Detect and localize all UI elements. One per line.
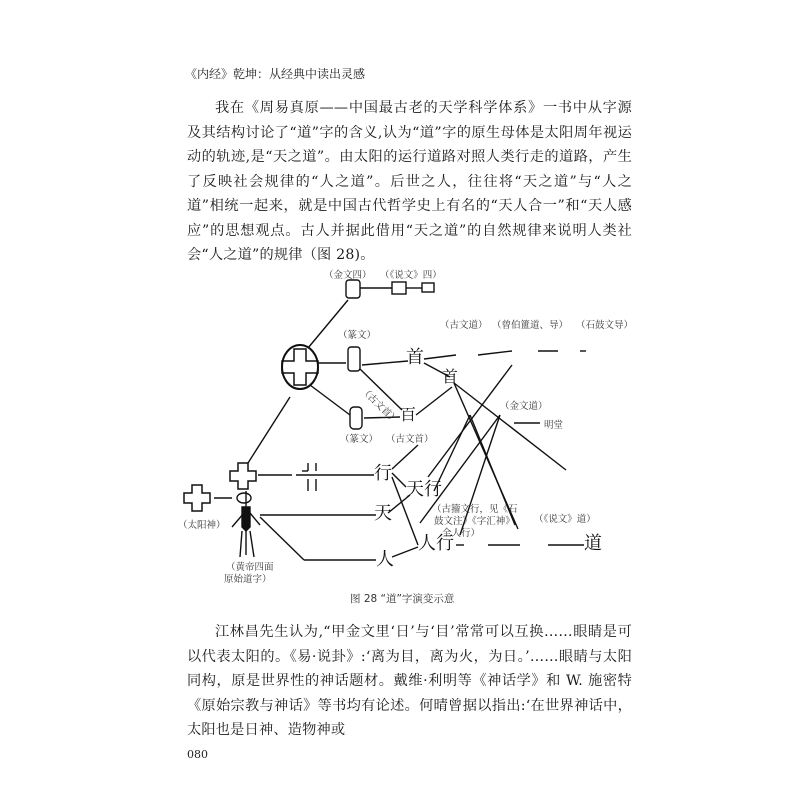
glyph-xing: 行 [374, 463, 392, 484]
glyph-shou-1: 首 [406, 347, 424, 368]
label-guzhou-line2: 鼓文注》《字汇神》 [434, 516, 515, 527]
running-head: 《内经》乾坤：从经典中读出灵感 [185, 67, 366, 81]
glyph-shou-2: 首 [442, 367, 459, 386]
label-jinwen-si: （金文四） [324, 270, 372, 281]
body-paragraph-2 [187, 620, 632, 743]
label-huangdi-line2: 原始道字） [224, 574, 272, 585]
label-shuowen-dao: （《说文》道） [534, 514, 596, 525]
glyph-shou-3: 百 [400, 405, 417, 424]
glyph-dao-final: 道 [584, 533, 602, 554]
page-number: 080 [187, 748, 208, 761]
figure-caption: 图 28 “道”字演变示意 [350, 593, 455, 605]
paragraph-text: 江林昌先生认为,“甲金文里‘日’与‘目’常常可以互换……眼睛是可以代表太阳的。《易·说卦》:‘离为目，离为火，为日。’……眼睛与太阳同构，原是世界性的神话题材。戴维·利明等《神话学》和 W. 施密特《原始宗教与神话》等书均有论述。何晴曾据以指出:‘在世界神话中，太阳也是日神、造物神或 [187, 624, 632, 738]
glyph-tian: 天 [374, 503, 392, 524]
figure-28-dao-evolution-diagram [170, 255, 640, 585]
label-shuowen-si: （《说文》四） [380, 270, 442, 281]
paragraph-text: 我在《周易真原——中国最古老的天学科学体系》一书中从字源及其结构讨论了“道”字的含义,认为“道”字的原生母体是太阳周年视运动的轨迹,是“天之道”。由太阳的运行道路对照人类行走的道路，产生了反映社会规律的“人之道”。后世之人，往往将“天之道”与“人之道”相统一起来，就是中国古代哲学史上有名的“天人合一”和“天人感应”的思想观点。古人并据此借用“天之道”的自然规律来说明人类社会“人之道”的规律（图 28)。 [187, 100, 632, 263]
label-zengbo-dao: （曾伯簠道、导） [492, 320, 569, 331]
label-shigu-dao: （石鼓文导） [576, 320, 634, 331]
label-guwen-shou-diagonal: （古文首） [358, 385, 401, 427]
label-mingtang: 明堂 [544, 420, 564, 431]
label-guwen-shou: （古文首） [386, 434, 434, 445]
label-zhuanwen-top: （篆文） [338, 330, 377, 341]
si-glyph-2 [392, 282, 406, 294]
label-guwen-dao: （古文道） [440, 320, 488, 331]
label-huangdi-line1: （黄帝四面 [226, 562, 274, 573]
glyph-tianxing: 天行 [406, 479, 442, 500]
glyph-renxing: 人行 [418, 533, 454, 554]
label-jinwen-dao: （金文道） [500, 401, 548, 412]
label-zhuanwen-bottom: （篆文） [340, 434, 379, 445]
si-glyph-1 [346, 280, 360, 298]
label-guzhou-line3: 全人行） [442, 528, 481, 539]
label-taiyangshen: （太阳神） [178, 520, 226, 531]
glyph-ren: 人 [376, 549, 394, 570]
label-guzhou-line1: （古籀文行，见《石 [432, 504, 518, 515]
body-paragraph-1 [187, 96, 632, 268]
si-glyph-3 [422, 283, 434, 292]
